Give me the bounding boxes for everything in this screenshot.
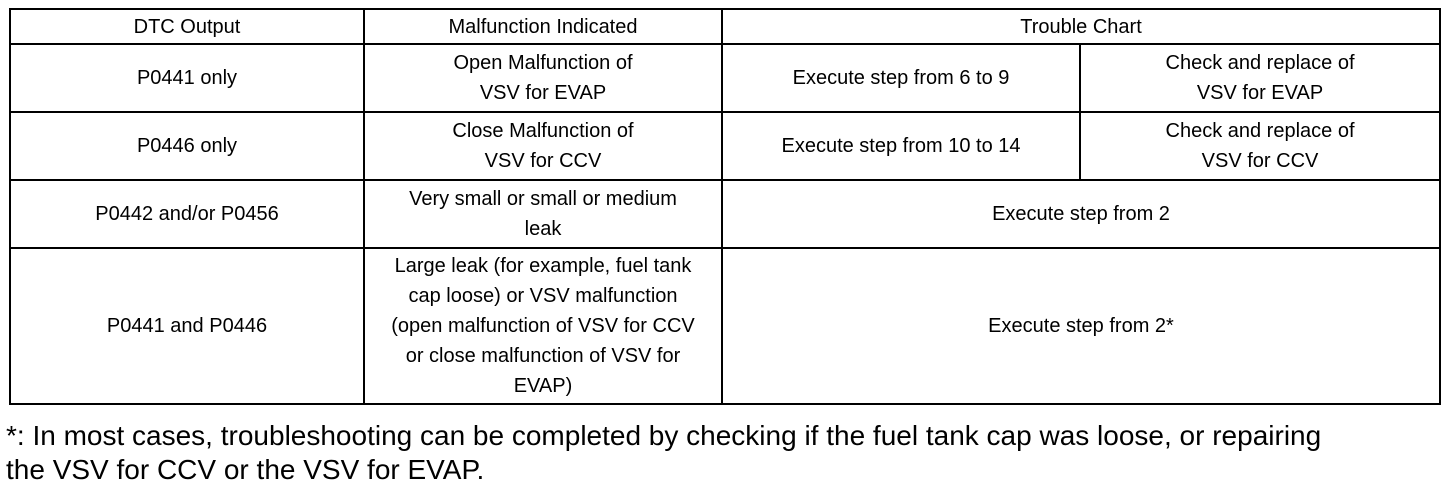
malfunction-line: VSV for EVAP — [479, 82, 607, 104]
cell-dtc: P0441 and P0446 — [10, 248, 364, 404]
table-row — [10, 112, 1440, 180]
cell-dtc: P0446 only — [10, 112, 364, 180]
cell-dtc: P0441 only — [10, 44, 364, 112]
header-dtc-output: DTC Output — [10, 9, 364, 44]
cell-chart-action — [1080, 44, 1440, 112]
malfunction-line: Large leak (for example, fuel tank — [394, 255, 692, 277]
cell-chart-step: Execute step from 2 — [722, 180, 1440, 248]
header-trouble-chart: Trouble Chart — [722, 9, 1440, 44]
malfunction-line: VSV for CCV — [484, 150, 602, 172]
malfunction-line: Close Malfunction of — [452, 120, 634, 142]
malfunction-line: EVAP) — [513, 375, 573, 397]
cell-chart-action — [1080, 112, 1440, 180]
cell-chart-step: Execute step from 6 to 9 — [722, 44, 1080, 112]
malfunction-line: cap loose) or VSV malfunction — [408, 285, 678, 307]
cell-chart-step: Execute step from 10 to 14 — [722, 112, 1080, 180]
malfunction-line: Very small or small or medium — [409, 188, 677, 210]
action-line: Check and replace of — [1165, 52, 1355, 74]
header-malfunction-indicated: Malfunction Indicated — [364, 9, 722, 44]
action-line: Check and replace of — [1165, 120, 1355, 142]
table-header-row — [10, 9, 1440, 44]
footnote-line: *: In most cases, troubleshooting can be completed by checking if the fuel tank cap was loose, or repairing — [6, 420, 1322, 451]
footnote — [6, 419, 1452, 487]
cell-malfunction — [364, 44, 722, 112]
action-line: VSV for CCV — [1201, 150, 1319, 172]
cell-malfunction — [364, 180, 722, 248]
table-row — [10, 44, 1440, 112]
cell-malfunction — [364, 248, 722, 404]
cell-malfunction — [364, 112, 722, 180]
action-line: VSV for EVAP — [1196, 82, 1324, 104]
cell-chart-step: Execute step from 2* — [722, 248, 1440, 404]
malfunction-line: leak — [524, 218, 562, 240]
footnote-line: the VSV for CCV or the VSV for EVAP. — [6, 454, 485, 485]
cell-dtc: P0442 and/or P0456 — [10, 180, 364, 248]
malfunction-line: (open malfunction of VSV for CCV — [391, 315, 695, 337]
dtc-trouble-table — [9, 8, 1441, 405]
malfunction-line: Open Malfunction of — [453, 52, 633, 74]
table-row — [10, 248, 1440, 404]
malfunction-line: or close malfunction of VSV for — [405, 345, 681, 367]
table-row — [10, 180, 1440, 248]
